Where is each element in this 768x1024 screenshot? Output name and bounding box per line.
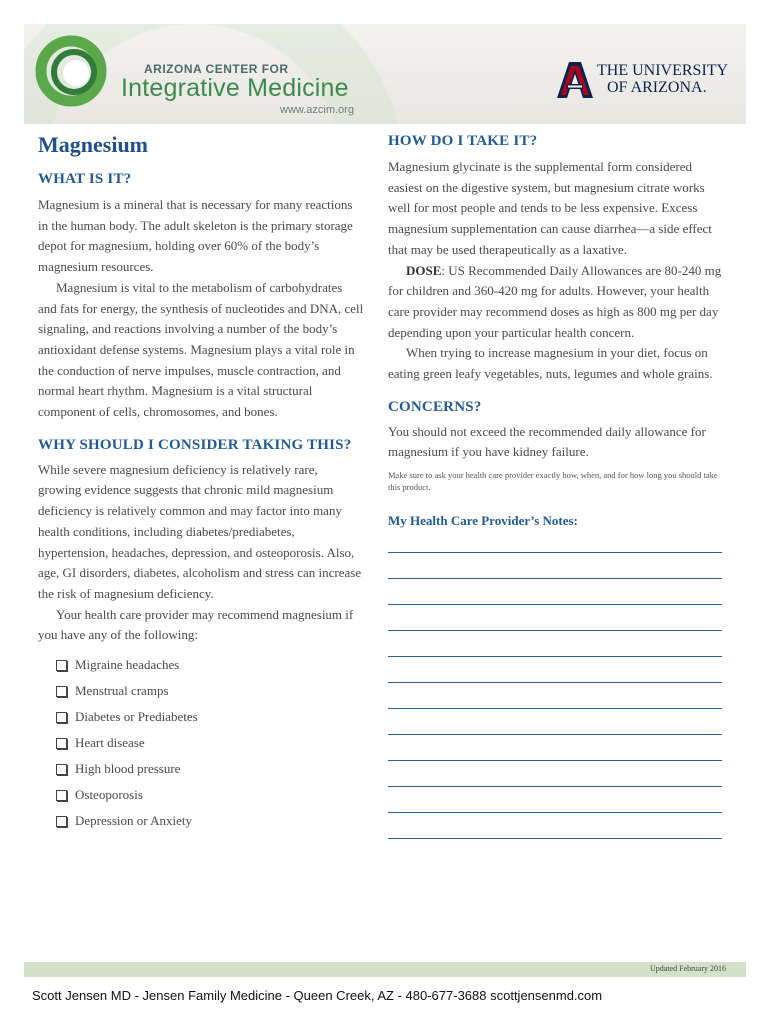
footer-bar (24, 962, 746, 977)
header-banner (24, 24, 746, 124)
concerns-heading: CONCERNS? (388, 398, 482, 415)
note-line (388, 682, 722, 683)
contact-footer: Scott Jensen MD - Jensen Family Medicine - Queen Creek, AZ - 480-677-3688 scottjensenmd.com (32, 988, 603, 1003)
note-line (388, 604, 722, 605)
how-paragraph-1: Magnesium glycinate is the supplemental form considered easiest on the digestive system, but magnesium citrate works well for most people and tends to be less expensive. Excess magnesium supplementation can cause diarrhea—a side effect that may be used therapeutically as a laxative. (388, 159, 712, 257)
note-line (388, 760, 722, 761)
notes-lines (388, 552, 728, 839)
checklist-item: Osteoporosis (56, 782, 364, 808)
university-line2: OF ARIZONA. (607, 79, 707, 96)
document-page (24, 24, 746, 984)
dose-paragraph (388, 261, 728, 344)
org-name-line1: ARIZONA CENTER FOR (144, 62, 289, 76)
checklist-item: Heart disease (56, 730, 364, 756)
org-url: www.azcim.org (280, 104, 354, 116)
checklist-item: Menstrual cramps (56, 678, 364, 704)
university-a-logo-icon (555, 60, 595, 100)
university-line1: THE UNIVERSITY (597, 62, 729, 79)
checklist-item: Depression or Anxiety (56, 808, 364, 834)
note-line (388, 708, 722, 709)
checkbox-icon (56, 686, 67, 697)
checklist-item: Migraine headaches (56, 652, 364, 678)
fine-print: Make sure to ask your health care provider exactly how, when, and for how long you should take this product. (388, 470, 718, 493)
checkbox-icon (56, 738, 67, 749)
checkbox-icon (56, 660, 67, 671)
note-line (388, 786, 722, 787)
note-line (388, 578, 722, 579)
right-column (388, 130, 728, 864)
note-line (388, 656, 722, 657)
why-paragraph-2: Your health care provider may recommend magnesium if you have any of the following: (38, 606, 354, 643)
how-heading: HOW DO I TAKE IT? (388, 133, 538, 149)
updated-date: Updated February 2016 (650, 964, 726, 973)
what-heading: WHAT IS IT? (38, 171, 132, 187)
conditions-checklist (38, 652, 364, 834)
what-paragraph-2: Magnesium is vital to the metabolism of carbohydrates and fats for energy, the synthesis of nucleotides and DNA, cell signaling, and reactions involving a number of the body’s antioxidant defense systems. Magnesium plays a vital role in the conduction of nerve impulses, muscle contraction, and normal heart rhythm. Magnesium is a vital structural component of cells, chromosomes, and bones. (38, 279, 364, 420)
concerns-paragraph: You should not exceed the recommended daily allowance for magnesium if you have kidney failure. (388, 423, 706, 460)
note-line (388, 734, 722, 735)
why-heading: WHY SHOULD I CONSIDER TAKING THIS? (38, 436, 352, 453)
what-paragraph-1: Magnesium is a mineral that is necessary for many reactions in the human body. The adult skeleton is the primary storage depot for magnesium, holding over 60% of the body’s magnesium resources. (38, 197, 353, 275)
notes-heading: My Health Care Provider’s Notes: (388, 513, 578, 529)
checkbox-icon (56, 816, 67, 827)
diet-paragraph: When trying to increase magnesium in your diet, focus on eating green leafy vegetables, nuts, legumes and whole grains. (388, 345, 713, 382)
checkbox-icon (56, 764, 67, 775)
checklist-item: High blood pressure (56, 756, 364, 782)
checkbox-icon (56, 790, 67, 801)
note-line (388, 838, 722, 839)
note-line (388, 552, 722, 553)
dose-label: DOSE (406, 262, 442, 278)
checkbox-icon (56, 712, 67, 723)
page-title: Magnesium (38, 132, 148, 157)
note-line (388, 630, 722, 631)
university-name (597, 62, 728, 96)
why-paragraph-1: While severe magnesium deficiency is relatively rare, growing evidence suggests that chronic mild magnesium deficiency is relatively common and may factor into many health conditions, including diabetes/prediabetes, hypertension, headaches, depression, and osteoporosis. Also, age, GI disorders, diabetes, alcoholism and stress can increase the risk of magnesium deficiency. (38, 461, 362, 601)
left-column (38, 130, 364, 834)
org-name-line2: Integrative Medicine (121, 74, 349, 102)
note-line (388, 812, 722, 813)
checklist-item: Diabetes or Prediabetes (56, 704, 364, 730)
dose-text: : US Recommended Daily Allowances are 80-240 mg for children and 360-420 mg for adults. However, your health care provider may recommend doses as high as 800 mg per day depending upon your particular health concern. (388, 262, 722, 340)
azcim-logo-icon (34, 34, 108, 108)
